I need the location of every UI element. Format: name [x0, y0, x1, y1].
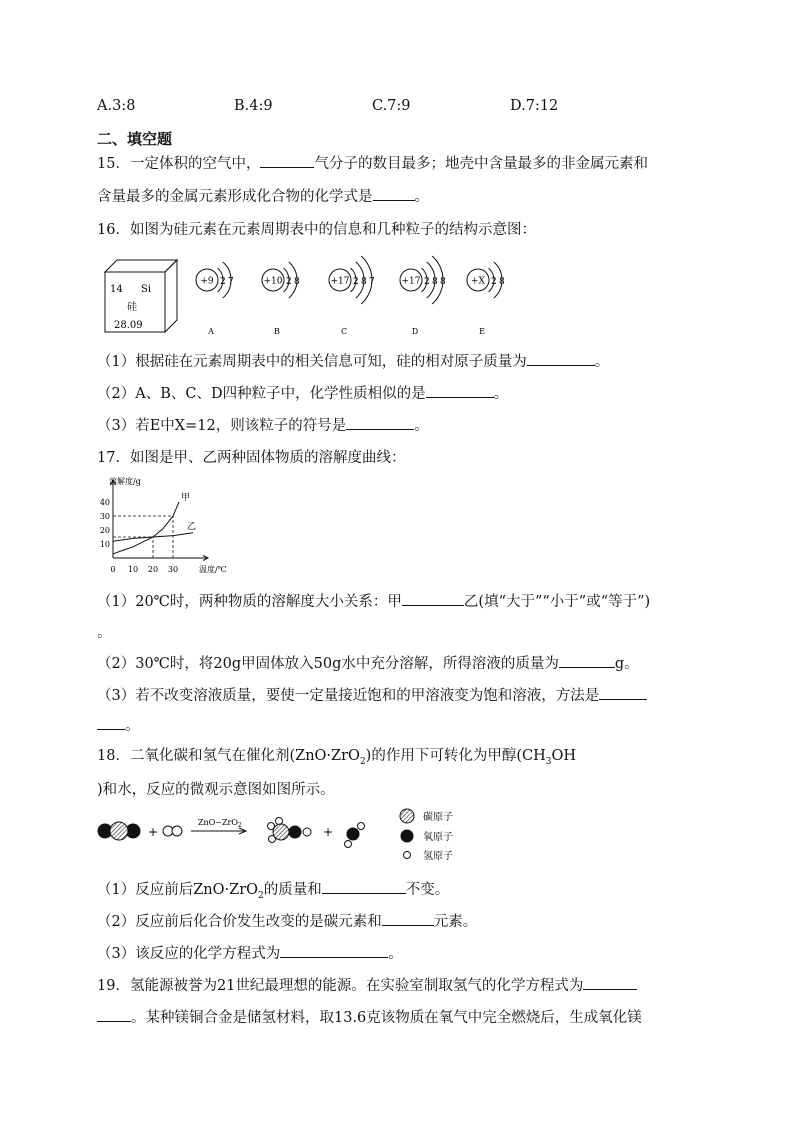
x-tick-label: 0: [110, 565, 116, 574]
q18-sub-1-catalyst-sub: 2: [258, 890, 264, 901]
y-axis-label: 溶解度/g: [109, 477, 141, 486]
shell-electron-count: 8: [440, 277, 446, 287]
option-a: A.3:8: [97, 98, 136, 114]
particle-label: E: [479, 327, 485, 336]
q19-line-2: [97, 1006, 642, 1027]
option-d: D.7:12: [510, 98, 559, 114]
legend-hydrogen: 氢原子: [423, 851, 453, 862]
q19-blank-1-cont[interactable]: [97, 1007, 131, 1022]
q19-text-b: 。某种镁铜合金是储氢材料，取13.6克该物质在氧气中完全燃烧后，生成氧化镁: [131, 1010, 642, 1026]
q18-sub-1: [97, 878, 449, 901]
y-tick-label: 30: [99, 512, 110, 521]
nucleus-charge: +17: [401, 276, 421, 287]
q17-sub-3-tail: [97, 714, 140, 735]
q16-blank-3[interactable]: [346, 415, 414, 430]
solubility-chart-content: [100, 476, 227, 574]
option-b: B.4:9: [234, 98, 273, 114]
particle-label: C: [340, 327, 348, 336]
particle-d: [400, 256, 446, 336]
q18-methanol-sub: 3: [545, 756, 552, 767]
q16-blank-2[interactable]: [426, 383, 494, 398]
q18-sub-3-end: 。: [388, 946, 403, 962]
methanol-molecule: [268, 818, 312, 843]
shell-electron-count: 8: [361, 277, 367, 287]
q18-sub-2: [97, 910, 477, 931]
co2-molecule: [98, 822, 141, 840]
particle-label: D: [411, 327, 419, 336]
q18-sub-3: [97, 942, 403, 963]
q17-blank-2[interactable]: [559, 653, 615, 668]
series-line-jia: [113, 502, 179, 554]
q17-blank-3-cont[interactable]: [97, 715, 125, 730]
q16-blank-1[interactable]: [527, 351, 595, 366]
x-axis-label: 温度/℃: [199, 565, 227, 574]
shell-electron-count: 2: [424, 277, 430, 287]
q17-sub-2-end: g。: [614, 656, 639, 672]
q16-sub-2: [97, 382, 508, 403]
nucleus-charge: +10: [263, 276, 283, 287]
q18-sub-1-end: 不变。: [405, 882, 450, 898]
q17-sub-3-text: （3）若不改变溶液质量，要使一定量接近饱和的甲溶液变为饱和溶液，方法是: [97, 688, 600, 704]
shell-electron-count: 8: [499, 277, 505, 287]
series-label: 乙: [187, 521, 197, 532]
shell-electron-count: 7: [228, 277, 234, 287]
x-tick-label: 20: [147, 565, 159, 574]
particle-c: [329, 256, 375, 336]
option-c: C.7:9: [372, 98, 411, 114]
q18-catalyst: ZnO·ZrO: [295, 748, 360, 764]
q18-blank-3[interactable]: [280, 943, 388, 958]
q18-sub-1-catalyst: ZnO·ZrO: [193, 882, 259, 898]
section-title: 二、填空题: [97, 130, 173, 148]
solubility-chart: [95, 474, 255, 580]
q15-line-2: [97, 185, 429, 206]
q17-sub-1-text: （1）20℃时，两种物质的溶解度大小关系：甲: [97, 594, 402, 610]
q15-blank-1[interactable]: [260, 153, 314, 168]
particle-diagrams: [196, 256, 505, 336]
q17-sub-3: [97, 684, 647, 705]
shell-electron-count: 2: [491, 277, 497, 287]
q17-stem: 17．如图是甲、乙两种固体物质的溶解度曲线：: [97, 450, 406, 466]
particle-label: B: [274, 327, 280, 336]
q19-text-a: 19．氢能源被誉为21世纪最理想的能源。在实验室制取氢气的化学方程式为: [97, 978, 584, 994]
particle-a: [196, 262, 234, 336]
q15-text-b: 气分子的数目最多；地壳中含量最多的非金属元素和: [314, 156, 648, 172]
nucleus-charge: +9: [200, 276, 214, 287]
q16-sub-1: [97, 350, 609, 371]
q17-sub-2: [97, 652, 639, 673]
y-tick-label: 20: [99, 526, 110, 535]
q17-blank-1[interactable]: [402, 591, 464, 606]
q18-methanol: CH: [522, 748, 546, 764]
q19-line-1: [97, 974, 637, 995]
plus-sign-1: +: [148, 825, 159, 839]
q18-blank-2[interactable]: [382, 911, 434, 926]
y-tick-label: 10: [99, 540, 110, 549]
element-number: 14: [110, 284, 123, 295]
q18-sub-1-text: （1）反应前后: [97, 882, 194, 898]
reaction-arrow: [191, 818, 246, 834]
q17-sub-1: [97, 590, 650, 611]
shell-electron-count: 2: [286, 277, 292, 287]
h2-molecule: [163, 826, 182, 836]
q18-text-b: 的作用下可转化为甲醇: [371, 748, 517, 764]
particle-label: A: [208, 327, 214, 336]
series-label: 甲: [181, 493, 191, 503]
x-tick-label: 30: [167, 565, 179, 574]
x-tick-label: 10: [127, 565, 139, 574]
q18-sub-1-text-b: 的质量和: [263, 882, 322, 898]
q16-sub-3: [97, 414, 429, 435]
shell-electron-count: 8: [294, 277, 300, 287]
shell-electron-count: 8: [432, 277, 438, 287]
reaction-diagram: [95, 806, 495, 866]
q16-sub-3-text: （3）若E中X=12，则该粒子的符号是: [97, 418, 347, 434]
q15-text-c: 含量最多的金属元素形成化合物的化学式是: [97, 189, 373, 205]
q15-text-a: 15．一定体积的空气中，: [97, 156, 261, 172]
q16-sub-2-text: （2）A、B、C、D四种粒子中，化学性质相似的是: [97, 386, 426, 402]
silicon-element-box: [105, 260, 177, 332]
q18-blank-1[interactable]: [322, 879, 406, 894]
y-tick-label: 40: [99, 498, 110, 507]
legend-carbon: 碳原子: [423, 812, 453, 823]
particle-e: [467, 262, 505, 336]
q17-sub-1-tail: 。: [97, 625, 112, 641]
particle-b: [262, 262, 300, 336]
q18-text-a: 18．二氧化碳和氢气在催化剂: [97, 748, 290, 764]
q16-sub-3-end: 。: [414, 418, 429, 434]
element-mass: 28.09: [114, 320, 143, 331]
arrow-catalyst-label: ZnO−ZrO$_2$: [198, 818, 242, 829]
q16-sub-1-end: 。: [594, 354, 610, 370]
q19-blank-1[interactable]: [583, 975, 637, 990]
element-symbol: Si: [141, 284, 152, 295]
q16-stem: 16．如图为硅元素在元素周期表中的信息和几种粒子的结构示意图：: [97, 222, 536, 238]
shell-electron-count: 7: [369, 277, 375, 287]
q18-line-1: 18．二氧化碳和氢气在催化剂(ZnO·ZrO$_2$)的作用下可转化为甲醇($CH_3OH$: [97, 748, 577, 767]
plus-sign-2: +: [323, 825, 334, 839]
q15-line-1: [97, 152, 648, 173]
element-name: 硅: [127, 302, 137, 313]
water-molecule: [345, 823, 365, 848]
q15-blank-2[interactable]: [373, 186, 415, 201]
q17-blank-3[interactable]: [599, 685, 647, 700]
q17-sub-2-text: （2）30℃时，将20g甲固体放入50g水中充分溶解，所得溶液的质量为: [97, 656, 559, 672]
q17-sub-1-text-b: 乙(填“大于”“小于”或“等于”): [463, 594, 651, 610]
legend-oxygen: 氧原子: [423, 832, 453, 843]
q18-sub-2-end: 元素。: [433, 914, 478, 930]
q18-sub-3-text: （3）该反应的化学方程式为: [97, 946, 281, 962]
q18-sub-2-text: （2）反应前后化合价发生改变的是碳元素和: [97, 914, 382, 930]
nucleus-charge: +X: [471, 276, 485, 287]
shell-electron-count: 2: [220, 277, 226, 287]
atom-legend: [400, 809, 453, 862]
q16-sub-1-text: （1）根据硅在元素周期表中的相关信息可知，硅的相对原子质量为: [97, 354, 527, 370]
q16-figure: [95, 242, 525, 342]
shell-electron-count: 2: [353, 277, 359, 287]
q15-text-d: 。: [414, 189, 429, 205]
q18-line-2: )和水，反应的微观示意图如图所示。: [97, 782, 335, 798]
q17-sub-3-end: 。: [125, 718, 140, 734]
q18-catalyst-sub: 2: [359, 756, 366, 767]
q18-methanol-end: OH: [551, 748, 577, 764]
nucleus-charge: +17: [330, 276, 350, 287]
q16-sub-2-end: 。: [493, 386, 509, 402]
